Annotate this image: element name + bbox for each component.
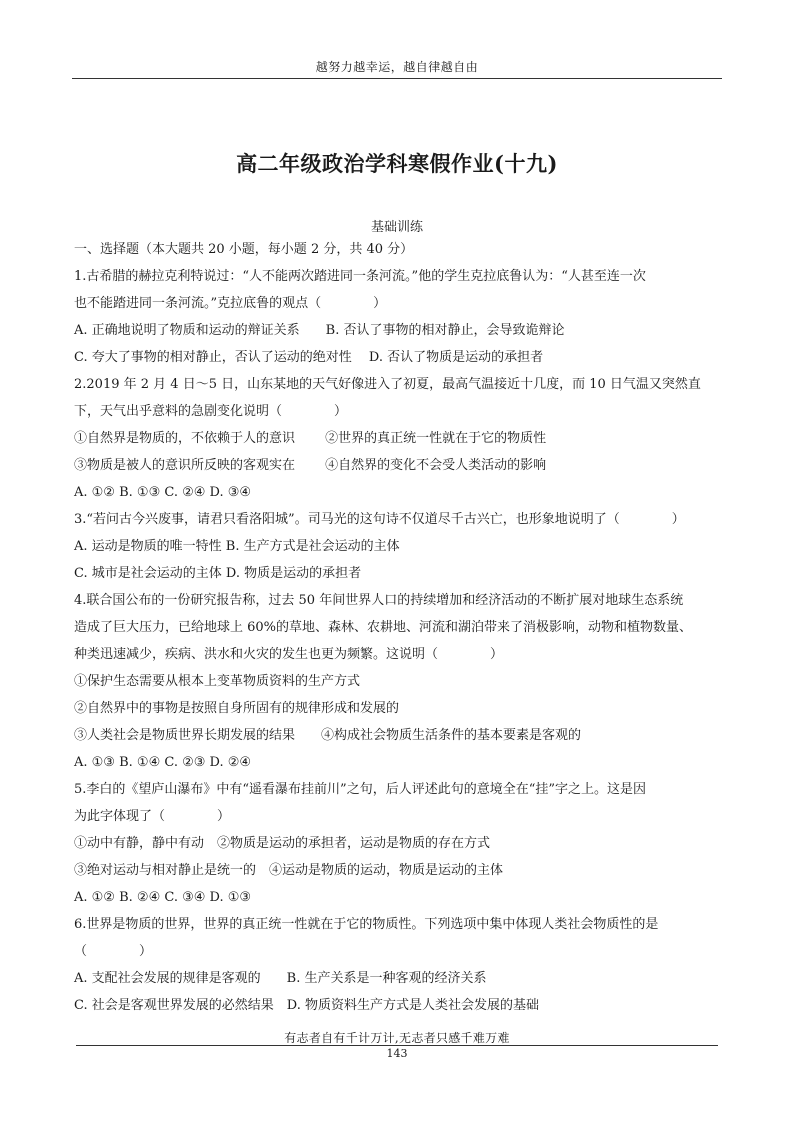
header-motto: 越努力越幸运，越自律越自由	[315, 60, 479, 74]
answer-options: A. 正确地说明了物质和运动的辩证关系 B. 否认了事物的相对静止，会导致诡辩论	[74, 323, 565, 338]
answer-options: A. ①② B. ②④ C. ③④ D. ①③	[74, 890, 252, 905]
question-4	[74, 587, 724, 776]
page-title: 高二年级政治学科寒假作业(十九)	[236, 151, 558, 176]
footer-divider	[76, 1045, 718, 1046]
statement-options: ②自然界中的事物是按照自身所固有的规律形成和发展的	[74, 701, 400, 716]
document-body	[74, 236, 724, 1019]
question-stem-line: 1.古希腊的赫拉克利特说过：“人不能两次踏进同一条河流。”他的学生克拉底鲁认为：“人甚至连一次	[74, 269, 646, 284]
statement-options: ③人类社会是物质世界长期发展的结果 ④构成社会物质生活条件的基本要素是客观的	[74, 728, 582, 743]
question-2	[74, 371, 724, 506]
question-6	[74, 911, 724, 1019]
statement-options: ①动中有静，静中有动 ②物质是运动的承担者，运动是物质的存在方式	[74, 836, 491, 851]
statement-options: ①自然界是物质的，不依赖于人的意识 ②世界的真正统一性就在于它的物质性	[74, 431, 547, 446]
answer-options: A. 支配社会发展的规律是客观的 B. 生产关系是一种客观的经济关系	[74, 971, 487, 986]
question-stem-line: （ ）	[74, 944, 153, 959]
answer-options: C. 社会是客观世界发展的必然结果 D. 物质资料生产方式是人类社会发展的基础	[74, 998, 539, 1013]
question-stem-line: 5.李白的《望庐山瀑布》中有“遥看瀑布挂前川”之句，后人评述此句的意境全在“挂”字之上。这是因	[74, 782, 646, 797]
answer-options: C. 夸大了事物的相对静止，否认了运动的绝对性 D. 否认了物质是运动的承担者	[74, 350, 544, 365]
footer-motto: 有志者自有千计万计,无志者只感千难万难	[284, 1031, 510, 1045]
question-stem-line: 为此字体现了（ ）	[74, 809, 231, 824]
question-5	[74, 776, 724, 911]
question-stem-line: 下，天气出乎意料的急剧变化说明（ ）	[74, 404, 348, 419]
section-heading: 一、选择题（本大题共 20 小题，每小题 2 分，共 40 分）	[74, 242, 414, 257]
question-1	[74, 263, 724, 371]
question-stem-line: 6.世界是物质的世界，世界的真正统一性就在于它的物质性。下列选项中集中体现人类社会物质性的是	[74, 917, 659, 932]
answer-options: A. 运动是物质的唯一特性 B. 生产方式是社会运动的主体	[74, 539, 400, 554]
header-divider	[72, 78, 722, 79]
statement-options: ③绝对运动与相对静止是统一的 ④运动是物质的运动，物质是运动的主体	[74, 863, 504, 878]
answer-options: A. ①③ B. ①④ C. ②③ D. ②④	[74, 755, 252, 770]
answer-options: A. ①② B. ①③ C. ②④ D. ③④	[74, 485, 252, 500]
question-stem-line: 种类迅速减少，疾病、洪水和火灾的发生也更为频繁。这说明（ ）	[74, 647, 504, 662]
statement-options: ③物质是被人的意识所反映的客观实在 ④自然界的变化不会受人类活动的影响	[74, 458, 547, 473]
question-stem-line: 2.2019 年 2 月 4 日～5 日，山东某地的天气好像进入了初夏，最高气温接近十几度，而 10 日气温又突然直	[74, 377, 701, 392]
question-stem-line: 造成了巨大压力，已给地球上 60%的草地、森林、农耕地、河流和湖泊带来了消极影响，动物和植物数量、	[74, 620, 693, 635]
page-number: 143	[386, 1047, 408, 1060]
section-subtitle: 基础训练	[370, 220, 423, 235]
question-stem-line: 3.“若问古今兴废事，请君只看洛阳城”。司马光的这句诗不仅道尽千古兴亡，也形象地说明了（ ）	[74, 512, 685, 527]
statement-options: ①保护生态需要从根本上变革物质资料的生产方式	[74, 674, 361, 689]
question-stem-line: 也不能踏进同一条河流。”克拉底鲁的观点（ ）	[74, 296, 387, 311]
question-3	[74, 506, 724, 587]
question-stem-line: 4.联合国公布的一份研究报告称，过去 50 年间世界人口的持续增加和经济活动的不断扩展对地球生态系统	[74, 593, 684, 608]
answer-options: C. 城市是社会运动的主体 D. 物质是运动的承担者	[74, 566, 362, 581]
